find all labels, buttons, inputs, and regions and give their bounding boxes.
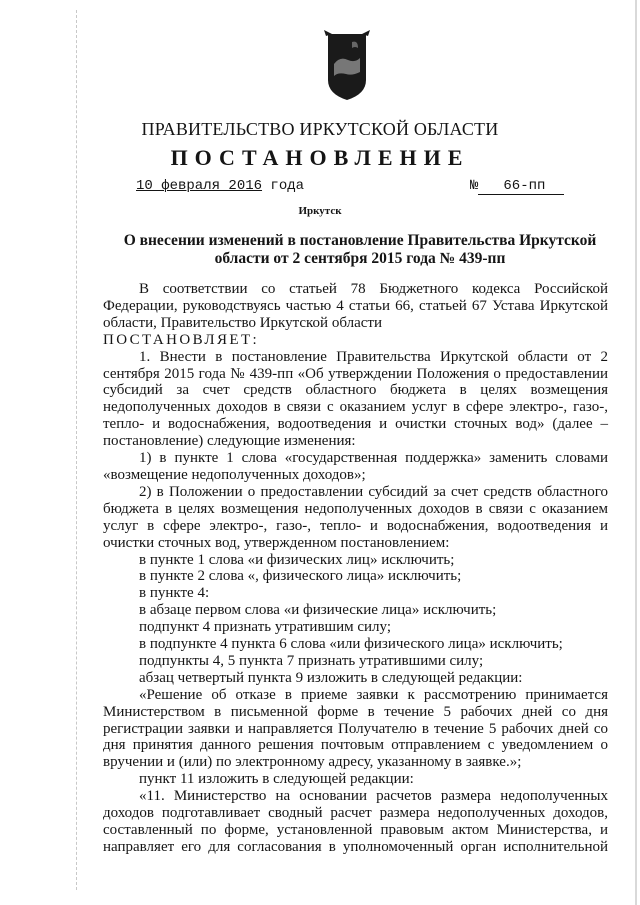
document-date: [136, 178, 304, 194]
paragraph-change: подпункт 4 признать утратившим силу;: [139, 619, 391, 636]
document-city: Иркутск: [298, 205, 342, 217]
paragraph-quote: «11. Министерство на основании расчетов размера недополученных доходов подготавливает сводный расчет размера недополученных доходов, составленный по форме, установленной правовым актом Министерства, и направляет его для согласования в уполномоченный орган исполнительной: [103, 788, 608, 855]
date-suffix: года: [262, 178, 305, 194]
coat-of-arms-icon: [322, 30, 372, 102]
organization-name: ПРАВИТЕЛЬСТВО ИРКУТСКОЙ ОБЛАСТИ: [141, 119, 499, 139]
paragraph-quote: «Решение об отказе в приеме заявки к рассмотрению принимается Министерством в письменной форме в течение 5 рабочих дней со дня регистрации заявки и направляется Получателю в течение 5 рабочих дней со дня принятия данного решения почтовым отправлением с уведомлением о вручении и (или) по электронному адресу, указанному в заявке.»;: [103, 686, 608, 771]
paragraph-change: в абзаце первом слова «и физические лица» исключить;: [139, 602, 497, 619]
paragraph-subitem-1: 1) в пункте 1 слова «государственная поддержка» заменить словами «возмещение недополученных доходов»;: [103, 450, 608, 483]
paragraph-change: абзац четвертый пункта 9 изложить в следующей редакции:: [139, 669, 523, 686]
document-title: [100, 232, 620, 268]
paragraph-item-1: 1. Внести в постановление Правительства Иркутской области от 2 сентября 2015 года № 439-пп «Об утверждении Положения о предоставлении субсидий за счет средств областного бюджета в целях возмещения недополученных доходов в связи с оказанием услуг в сфере электро-, газо-, тепло- и водоснабжения, водоотведения и очистки сточных вод» (далее – постановление) следующие изменения:: [103, 348, 608, 450]
paragraph-change: пункт 11 изложить в следующей редакции:: [139, 771, 414, 788]
paragraph-change: в пункте 2 слова «, физического лица» исключить;: [139, 568, 462, 585]
document-type-heading: ПОСТАНОВЛЕНИЕ: [170, 145, 470, 170]
date-value: 10 февраля 2016: [136, 178, 263, 194]
document-number: [470, 178, 564, 195]
paragraph-change: в пункте 1 слова «и физических лиц» исключить;: [139, 551, 455, 568]
title-line: области от 2 сентября 2015 года № 439-пп: [214, 250, 506, 267]
paragraph-change: в пункте 4:: [139, 585, 210, 602]
title-line: О внесении изменений в постановление Правительства Иркутской: [123, 232, 597, 249]
paragraph-change: в подпункте 4 пункта 6 слова «или физического лица» исключить;: [139, 636, 563, 653]
document-body: [103, 281, 608, 856]
paragraph-resolves: ПОСТАНОВЛЯЕТ:: [103, 331, 260, 348]
paragraph-change: подпункты 4, 5 пункта 7 признать утратившими силу;: [139, 652, 484, 669]
paragraph-preamble: В соответствии со статьей 78 Бюджетного кодекса Российской Федерации, руководствуясь частью 4 статьи 66, статьей 67 Устава Иркутской области, Правительство Иркутской области: [103, 281, 608, 331]
paragraph-subitem-2: 2) в Положении о предоставлении субсидий за счет средств областного бюджета в целях возмещения недополученных доходов в связи с оказанием услуг в сфере электро-, газо-, тепло- и водоснабжения, водоотведения и очистки сточных вод, утвержденном постановлением:: [103, 483, 608, 551]
page-margin-rule: [76, 10, 77, 890]
number-sign: №: [470, 178, 479, 194]
number-value: 66-пп: [478, 178, 564, 195]
